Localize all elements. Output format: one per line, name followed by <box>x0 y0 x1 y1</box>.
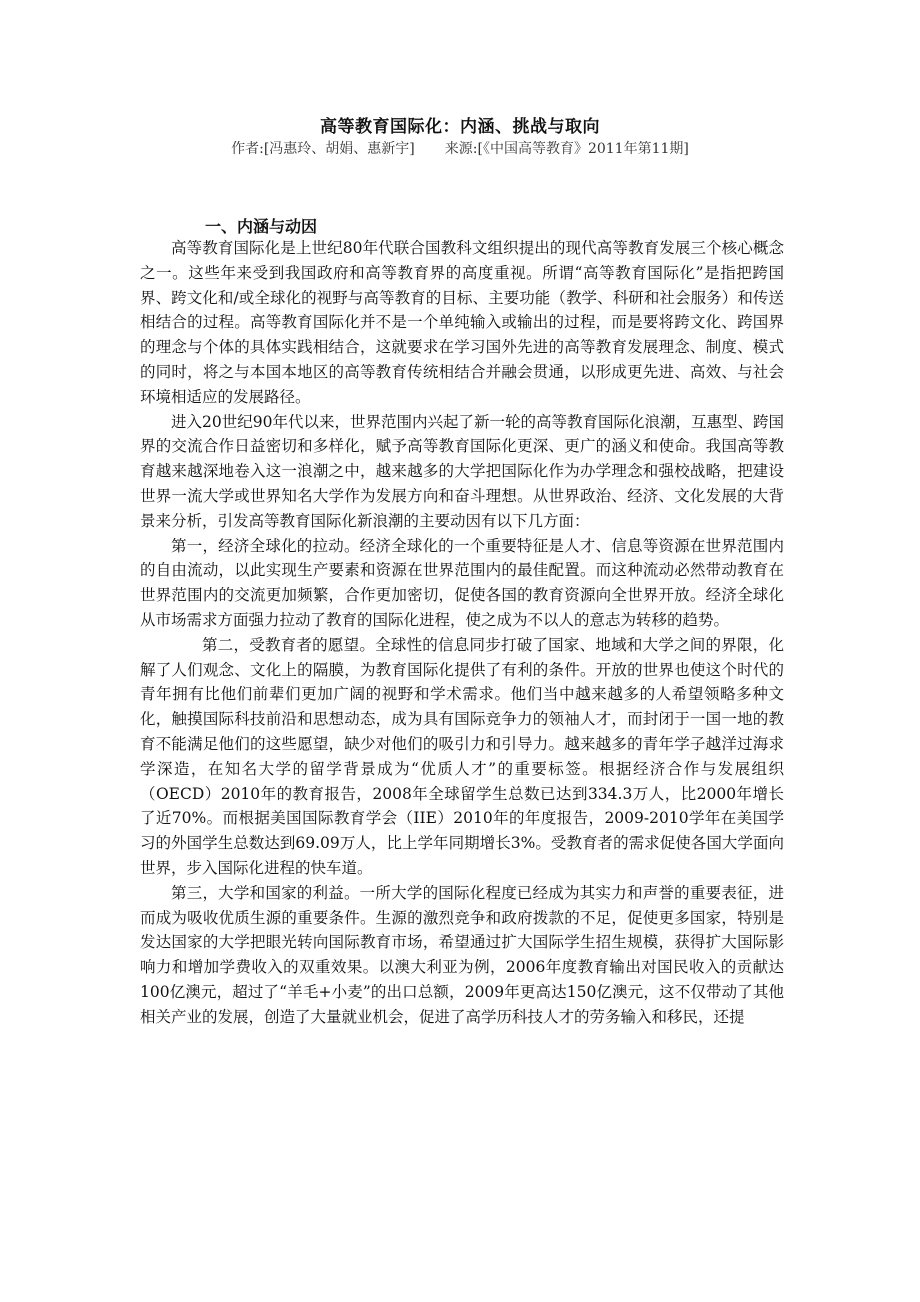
document-meta <box>0 138 920 158</box>
document-title: 高等教育国际化：内涵、挑战与取向 <box>320 117 600 137</box>
paragraph-1: 高等教育国际化是上世纪80年代联合国教科文组织提出的现代高等教育发展三个核心概念之一。这些年来受到我国政府和高等教育界的高度重视。所谓“高等教育国际化”是指把跨国界、跨文化和/或全球化的视野与高等教育的目标、主要功能（教学、科研和社会服务）和传送相结合的过程。高等教育国际化并不是一个单纯输入或输出的过程，而是要将跨文化、跨国界的理念与个体的具体实践相结合，这就要求在学习国外先进的高等教育发展理念、制度、模式的同时，将之与本国本地区的高等教育传统相结合并融会贯通，以形成更先进、高效、与社会环境相适应的发展路径。 <box>140 239 784 406</box>
paragraph-5: 第三，大学和国家的利益。一所大学的国际化程度已经成为其实力和声誉的重要表征，进而成为吸收优质生源的重要条件。生源的激烈竞争和政府拨款的不足，促使更多国家，特别是发达国家的大学把眼光转向国际教育市场，希望通过扩大国际学生招生规模，获得扩大国际影响力和增加学费收入的双重效果。以澳大利亚为例，2006年度教育输出对国民收入的贡献达100亿澳元，超过了“羊毛+小麦”的出口总额，2009年更高达150亿澳元，这不仅带动了其他相关产业的发展，创造了大量就业机会，促进了高学历科技人才的劳务输入和移民，还提 <box>140 883 784 1026</box>
body-text <box>140 236 784 1030</box>
authors-line: 作者:[冯惠玲、胡娟、惠新宇] <box>231 141 415 157</box>
paragraph-4: 第二，受教育者的愿望。全球性的信息同步打破了国家、地域和大学之间的界限，化解了人们观念、文化上的隔膜，为教育国际化提供了有利的条件。开放的世界也使这个时代的青年拥有比他们前辈们更加广阔的视野和学术需求。他们当中越来越多的人希望领略多种文化，触摸国际科技前沿和思想动态，成为具有国际竞争力的领袖人才，而封闭于一国一地的教育不能满足他们的这些愿望，缺少对他们的吸引力和引导力。越来越多的青年学子越洋过海求学深造，在知名大学的留学背景成为“优质人才”的重要标签。根据经济合作与发展组织（OECD）2010年的教育报告，2008年全球留学生总数已达到334.3万人，比2000年增长了近70%。而根据美国国际教育学会（IIE）2010年的年度报告，2009-2010学年在美国学习的外国学生总数达到69.09万人，比上学年同期增长3%。受教育者的需求促使各国大学面向世界，步入国际化进程的快车道。 <box>140 635 784 877</box>
source-line: 来源:[《中国高等教育》2011年第11期] <box>444 141 689 157</box>
paragraph-3: 第一，经济全球化的拉动。经济全球化的一个重要特征是人才、信息等资源在世界范围内的自由流动，以此实现生产要素和资源在世界范围内的最佳配置。而这种流动必然带动教育在世界范围内的交流更加频繁，合作更加密切，促使各国的教育资源向全世界开放。经济全球化从市场需求方面强力拉动了教育的国际化进程，使之成为不以人的意志为转移的趋势。 <box>140 536 784 629</box>
section-heading: 一、内涵与动因 <box>205 217 318 236</box>
paragraph-2: 进入20世纪90年代以来，世界范围内兴起了新一轮的高等教育国际化浪潮，互惠型、跨国界的交流合作日益密切和多样化，赋予高等教育国际化更深、更广的涵义和使命。我国高等教育越来越深地卷入这一浪潮之中，越来越多的大学把国际化作为办学理念和强校战略，把建设世界一流大学或世界知名大学作为发展方向和奋斗理想。从世界政治、经济、文化发展的大背景来分析，引发高等教育国际化新浪潮的主要动因有以下几方面： <box>140 412 784 530</box>
